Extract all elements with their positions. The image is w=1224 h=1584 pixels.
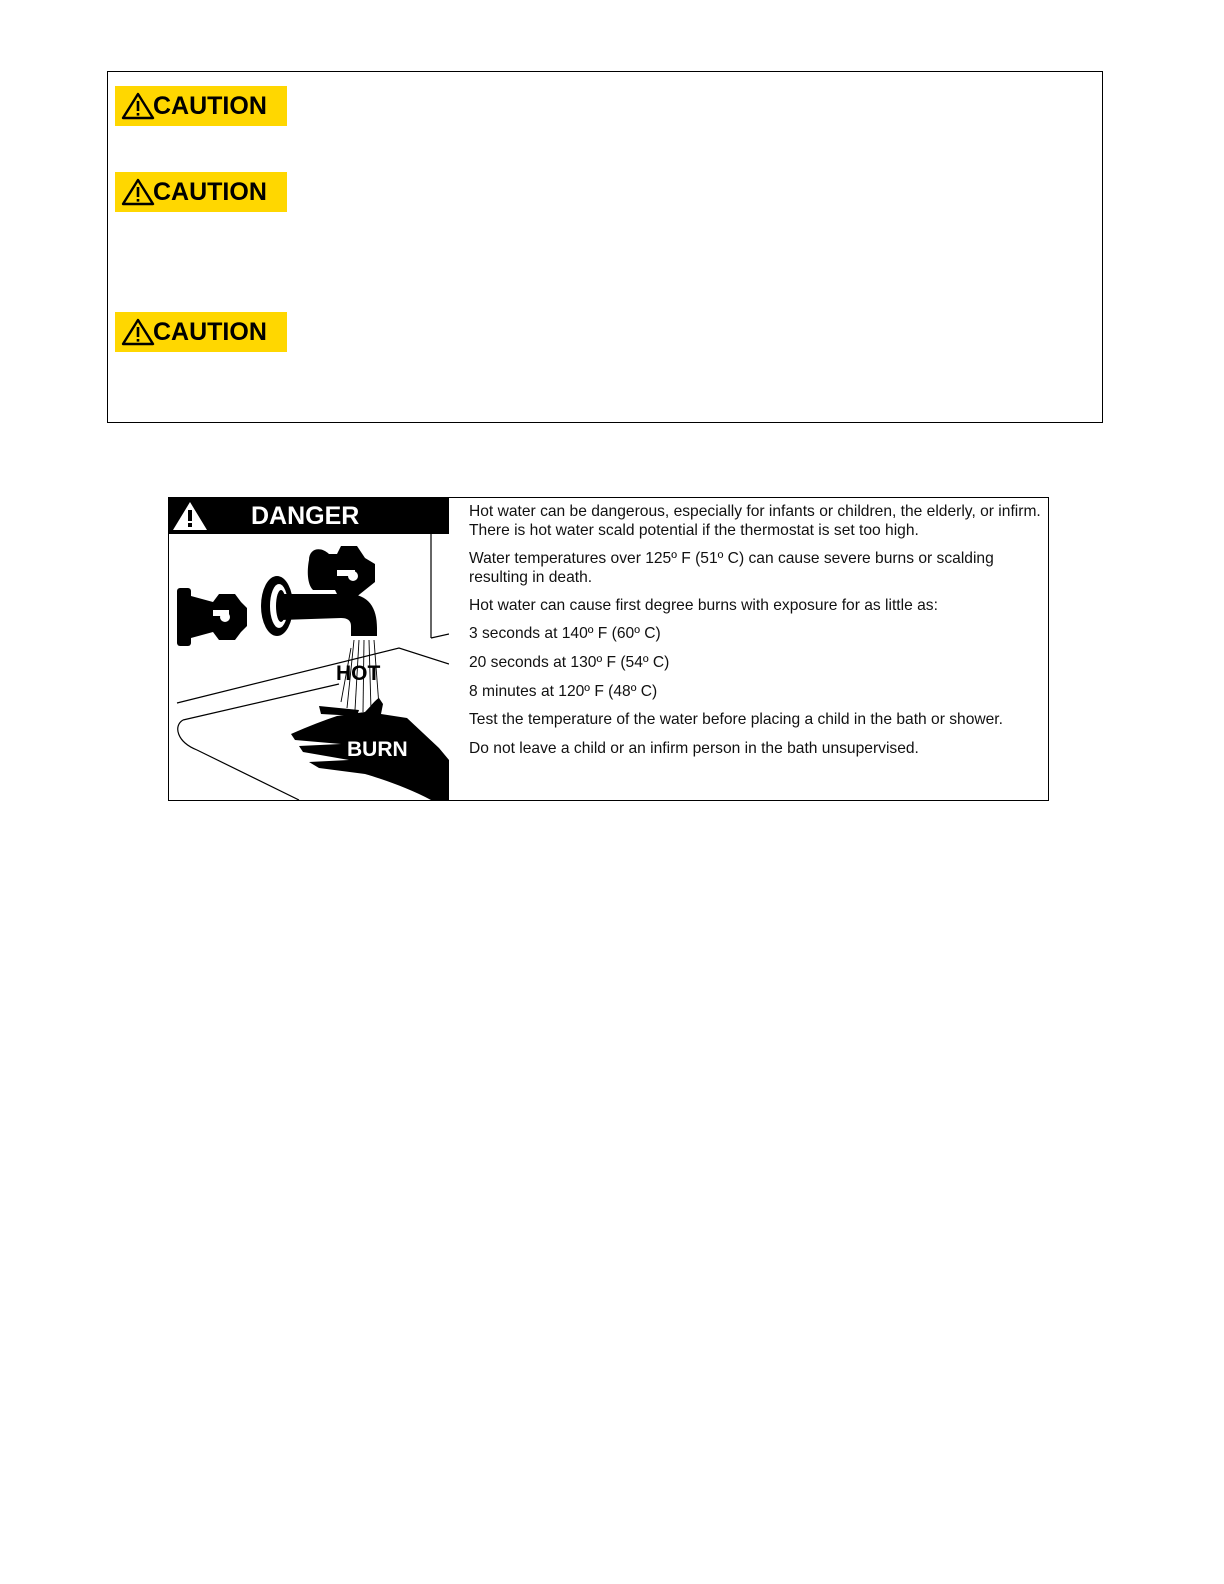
warning-triangle-icon bbox=[121, 318, 155, 346]
danger-paragraph: 20 seconds at 130º F (54º C) bbox=[469, 654, 670, 671]
hot-label: HOT bbox=[336, 662, 381, 685]
scald-illustration bbox=[169, 498, 449, 800]
caution-word: CAUTION bbox=[153, 317, 267, 346]
warning-triangle-icon bbox=[121, 92, 155, 120]
danger-word: DANGER bbox=[251, 502, 360, 530]
caution-label-1 bbox=[115, 86, 287, 126]
danger-paragraph: Hot water can be dangerous, especially for infants or children, the elderly, or infirm. There is hot water scald potential if the thermostat is set too high. bbox=[469, 503, 1041, 539]
danger-text bbox=[469, 502, 1044, 758]
caution-word: CAUTION bbox=[153, 91, 267, 120]
danger-paragraph: Water temperatures over 125º F (51º C) can cause severe burns or scalding resulting in death. bbox=[469, 550, 994, 586]
warning-triangle-icon bbox=[121, 178, 155, 206]
caution-label-3 bbox=[115, 312, 287, 352]
danger-paragraph: Do not leave a child or an infirm person in the bath unsupervised. bbox=[469, 740, 919, 757]
danger-paragraph: Hot water can cause first degree burns with exposure for as little as: bbox=[469, 597, 938, 614]
danger-paragraph: Test the temperature of the water before placing a child in the bath or shower. bbox=[469, 711, 1003, 728]
caution-panel bbox=[107, 71, 1103, 423]
danger-paragraph: 8 minutes at 120º F (48º C) bbox=[469, 683, 658, 700]
warning-triangle-icon bbox=[172, 501, 208, 531]
danger-header bbox=[169, 498, 449, 534]
danger-paragraph: 3 seconds at 140º F (60º C) bbox=[469, 625, 661, 642]
burn-label: BURN bbox=[347, 738, 408, 761]
caution-word: CAUTION bbox=[153, 177, 267, 206]
caution-label-2 bbox=[115, 172, 287, 212]
danger-label bbox=[168, 497, 1049, 801]
